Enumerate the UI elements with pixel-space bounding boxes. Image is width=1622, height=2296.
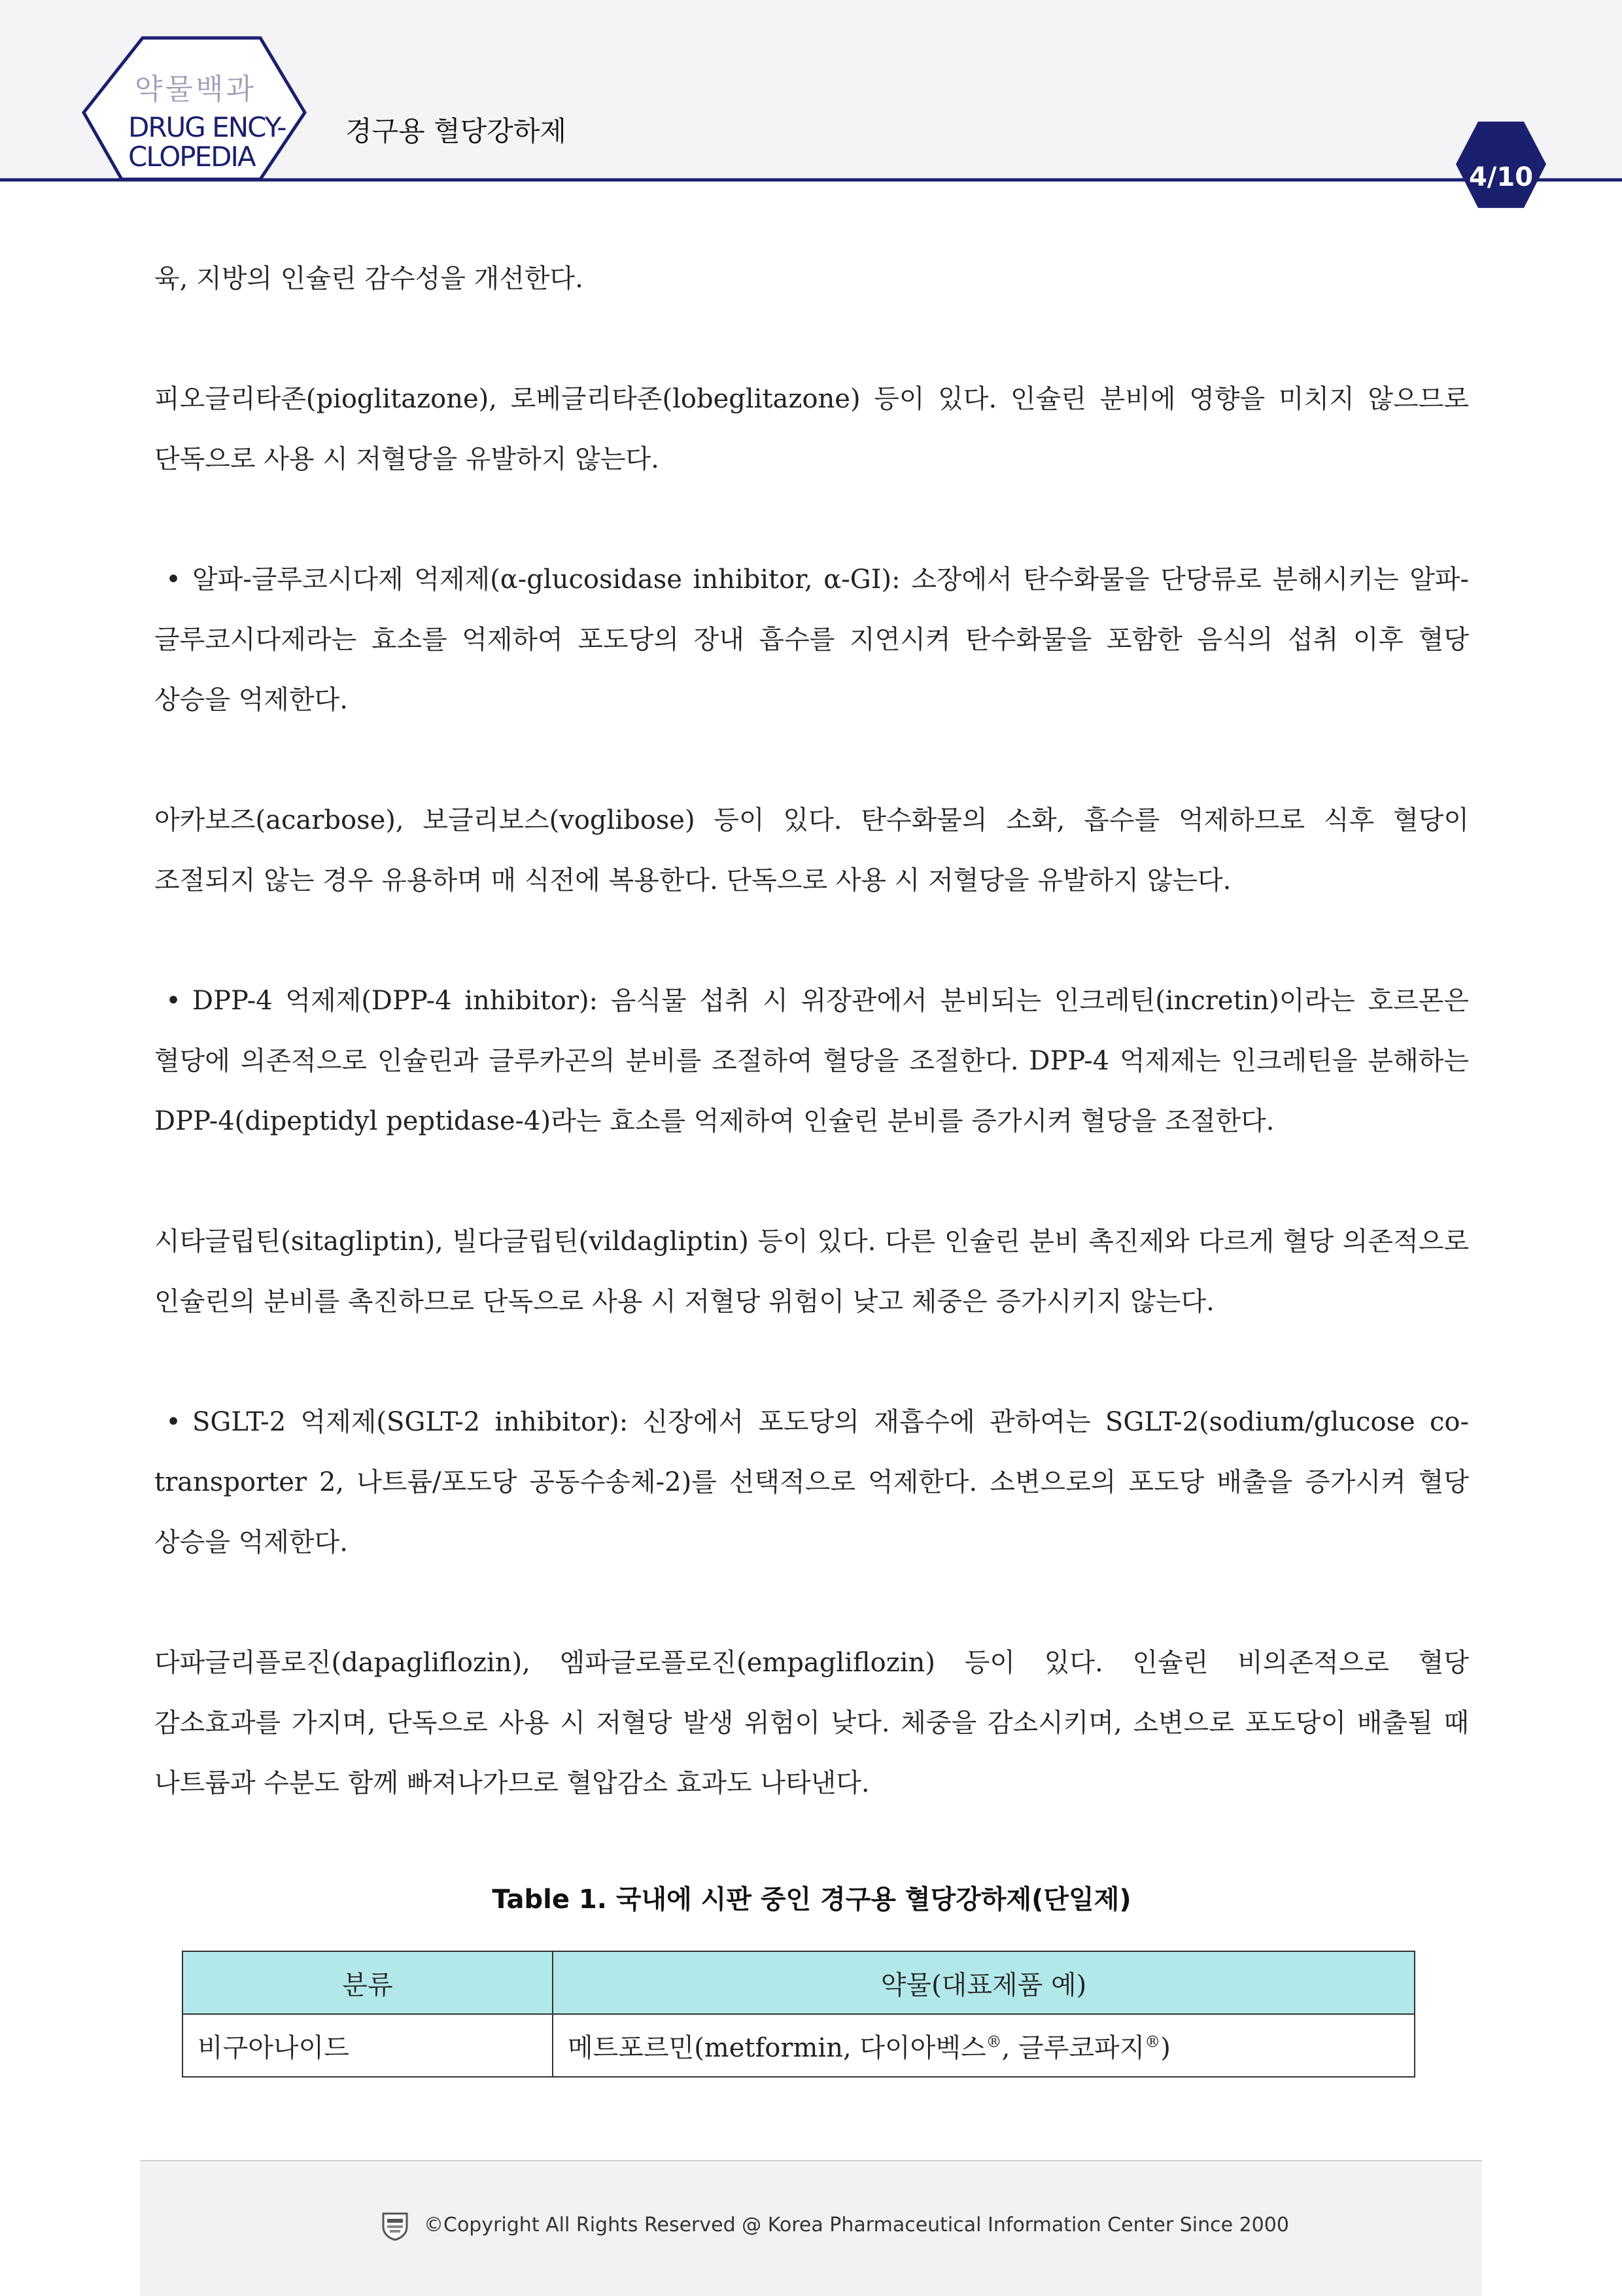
paragraph: 육, 지방의 인슐린 감수성을 개선한다.: [154, 264, 583, 294]
table-header-row: [182, 1951, 1415, 2014]
table-header-cell: 약물(대표제품 예): [553, 1951, 1415, 2014]
drug-table: [182, 1951, 1415, 2078]
table-cell-category: 비구아나이드: [182, 2014, 553, 2077]
drug-text: , 글루코파지: [1001, 2032, 1145, 2063]
document-title: 경구용 혈당강하제: [345, 115, 566, 147]
table-cell-drug: [553, 2014, 1415, 2077]
bullet-text: SGLT-2 억제제(SGLT-2 inhibitor): 신장에서 포도당의 재흡수에 관하여는 SGLT-2(sodium/glucose co-transporter 2, 나트륨/포도당 공동수송체-2)를 선택적으로 억제한다. 소변으로의 포도당 배출을 증가시켜 혈당 상승을 억제한다.: [154, 1407, 1469, 1557]
paragraph: 다파글리플로진(dapagliflozin), 엠파글로플로진(empagliflozin) 등이 있다. 인슐린 비의존적으로 혈당 감소효과를 가지며, 단독으로 사용 시 저혈당 발생 위험이 낮다. 체중을 감소시키며, 소변으로 포도당이 배출될 때 나트륨과 수분도 함께 빠져나가므로 혈압감소 효과도 나타낸다.: [154, 1648, 1469, 1798]
logo-text-line2: CLOPEDIA: [128, 141, 255, 173]
drug-text: 메트포르민(metformin, 다이아벡스: [568, 2032, 986, 2063]
registered-mark: ®: [986, 2032, 1002, 2051]
bullet-icon: •: [165, 986, 181, 1016]
registered-mark: ®: [1145, 2032, 1161, 2051]
paragraph: 아카보즈(acarbose), 보글리보스(voglibose) 등이 있다. 탄수화물의 소화, 흡수를 억제하므로 식후 혈당이 조절되지 않는 경우 유용하며 매 식전에 복용한다. 단독으로 사용 시 저혈당을 유발하지 않는다.: [154, 805, 1469, 896]
bullet-text: DPP-4 억제제(DPP-4 inhibitor): 음식물 섭취 시 위장관에서 분비되는 인크레틴(incretin)이라는 호르몬은 혈당에 의존적으로 인슐린과 글루카곤의 분비를 조절하여 혈당을 조절한다. DPP-4 억제제는 인크레틴을 분해하는 DPP-4(dipeptidyl peptidase-4)라는 효소를 억제하여 인슐린 분비를 증가시켜 혈당을 조절한다.: [154, 986, 1469, 1136]
page-number: 4/10: [1468, 162, 1534, 192]
logo-text-line1: DRUG ENCY-: [128, 111, 286, 143]
paragraph: 시타글립틴(sitagliptin), 빌다글립틴(vildagliptin) 등이 있다. 다른 인슐린 분비 촉진제와 다르게 혈당 의존적으로 인슐린의 분비를 촉진하므로 단독으로 사용 시 저혈당 위험이 낮고 체중은 증가시키지 않는다.: [154, 1226, 1469, 1317]
bullet-paragraph: [154, 971, 1469, 1151]
bullet-text: 알파-글루코시다제 억제제(α-glucosidase inhibitor, α-GI): 소장에서 탄수화물을 단당류로 분해시키는 알파-글루코시다제라는 효소를 억제하여 포도당의 장내 흡수를 지연시켜 탄수화물을 포함한 음식의 섭취 이후 혈당 상승을 억제한다.: [154, 565, 1469, 715]
table-title: Table 1. 국내에 시판 중인 경구용 혈당강하제(단일제): [492, 1885, 1131, 1915]
drug-text: ): [1160, 2032, 1171, 2063]
main-content: [154, 249, 1469, 1873]
kpic-shield-icon: [381, 2211, 409, 2241]
footer-copyright: ©Copyright All Rights Reserved @ Korea Pharmaceutical Information Center Since 2000: [424, 2214, 1289, 2236]
logo-korean: 약물백과: [135, 73, 257, 106]
bullet-icon: •: [165, 565, 181, 595]
paragraph: 피오글리타존(pioglitazone), 로베글리타존(lobeglitazone) 등이 있다. 인슐린 분비에 영향을 미치지 않으므로 단독으로 사용 시 저혈당을 유발하지 않는다.: [154, 384, 1469, 474]
table-row: [182, 2014, 1415, 2077]
bullet-icon: •: [165, 1407, 181, 1437]
table-header-cell: 분류: [182, 1951, 553, 2014]
bullet-paragraph: [154, 1392, 1469, 1573]
bullet-paragraph: [154, 549, 1469, 730]
